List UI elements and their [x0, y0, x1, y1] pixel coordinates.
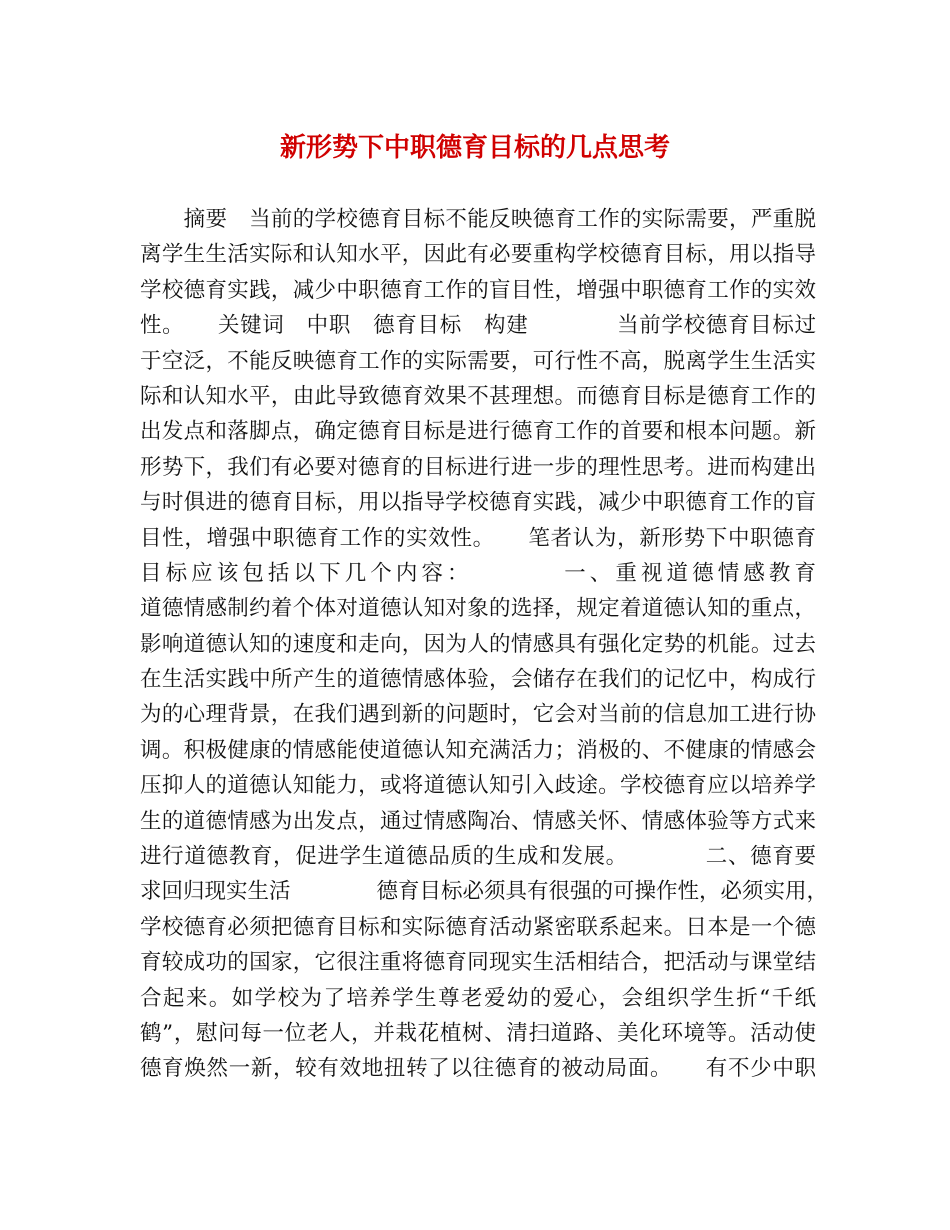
body-line: 与时俱进的德育目标，用以指导学校德育实践，减少中职德育工作的盲: [140, 490, 816, 516]
body-line: 道德情感制约着个体对道德认知对象的选择，规定着道德认知的重点，: [140, 596, 816, 622]
body-line: 目标应该包括以下几个内容： 一、重视道德情感教育: [140, 560, 816, 586]
body-line: 生的道德情感为出发点，通过情感陶冶、情感关怀、情感体验等方式来: [140, 808, 816, 834]
body-line: 影响道德认知的速度和走向，因为人的情感具有强化定势的机能。过去: [140, 631, 816, 657]
document-title: 新形势下中职德育目标的几点思考: [279, 133, 670, 163]
body-line: 性。 关键词 中职 德育目标 构建 当前学校德育目标过: [140, 313, 816, 339]
body-line: 压抑人的道德认知能力，或将道德认知引入歧途。学校德育应以培养学: [140, 773, 816, 799]
body-line: 德育焕然一新，较有效地扭转了以往德育的被动局面。 有不少中职: [140, 1056, 816, 1082]
body-line: 求回归现实生活 德育目标必须具有很强的可操作性，必须实用，: [140, 879, 829, 905]
body-line: 调。积极健康的情感能使道德认知充满活力；消极的、不健康的情感会: [140, 737, 816, 763]
body-line: 在生活实践中所产生的道德情感体验，会储存在我们的记忆中，构成行: [140, 667, 816, 693]
body-line: 进行道德教育，促进学生道德品质的生成和发展。 二、德育要: [140, 844, 816, 870]
body-line: 为的心理背景，在我们遇到新的问题时，它会对当前的信息加工进行协: [140, 702, 816, 728]
body-line: 鹤”，慰问每一位老人，并栽花植树、清扫道路、美化环境等。活动使: [140, 1020, 816, 1046]
body-line: 学校德育必须把德育目标和实际德育活动紧密联系起来。日本是一个德: [140, 914, 816, 940]
body-line: 形势下，我们有必要对德育的目标进行进一步的理性思考。进而构建出: [140, 454, 816, 480]
body-line: 合起来。如学校为了培养学生尊老爱幼的爱心，会组织学生折“千纸: [140, 985, 816, 1011]
body-line: 际和认知水平，由此导致德育效果不甚理想。而德育目标是德育工作的: [140, 383, 816, 409]
body-line: 离学生生活实际和认知水平，因此有必要重构学校德育目标，用以指导: [140, 242, 816, 268]
document-body: [140, 202, 829, 1087]
body-line: 育较成功的国家，它很注重将德育同现实生活相结合，把活动与课堂结: [140, 950, 816, 976]
body-line: 摘要 当前的学校德育目标不能反映德育工作的实际需要，严重脱: [140, 207, 816, 232]
body-line: 出发点和落脚点，确定德育目标是进行德育工作的首要和根本问题。新: [140, 419, 816, 445]
body-line: 目性，增强中职德育工作的实效性。 笔者认为，新形势下中职德育: [140, 525, 816, 551]
body-line: 学校德育实践，减少中职德育工作的盲目性，增强中职德育工作的实效: [140, 277, 816, 303]
body-line: 于空泛，不能反映德育工作的实际需要，可行性不高，脱离学生生活实: [140, 348, 816, 374]
